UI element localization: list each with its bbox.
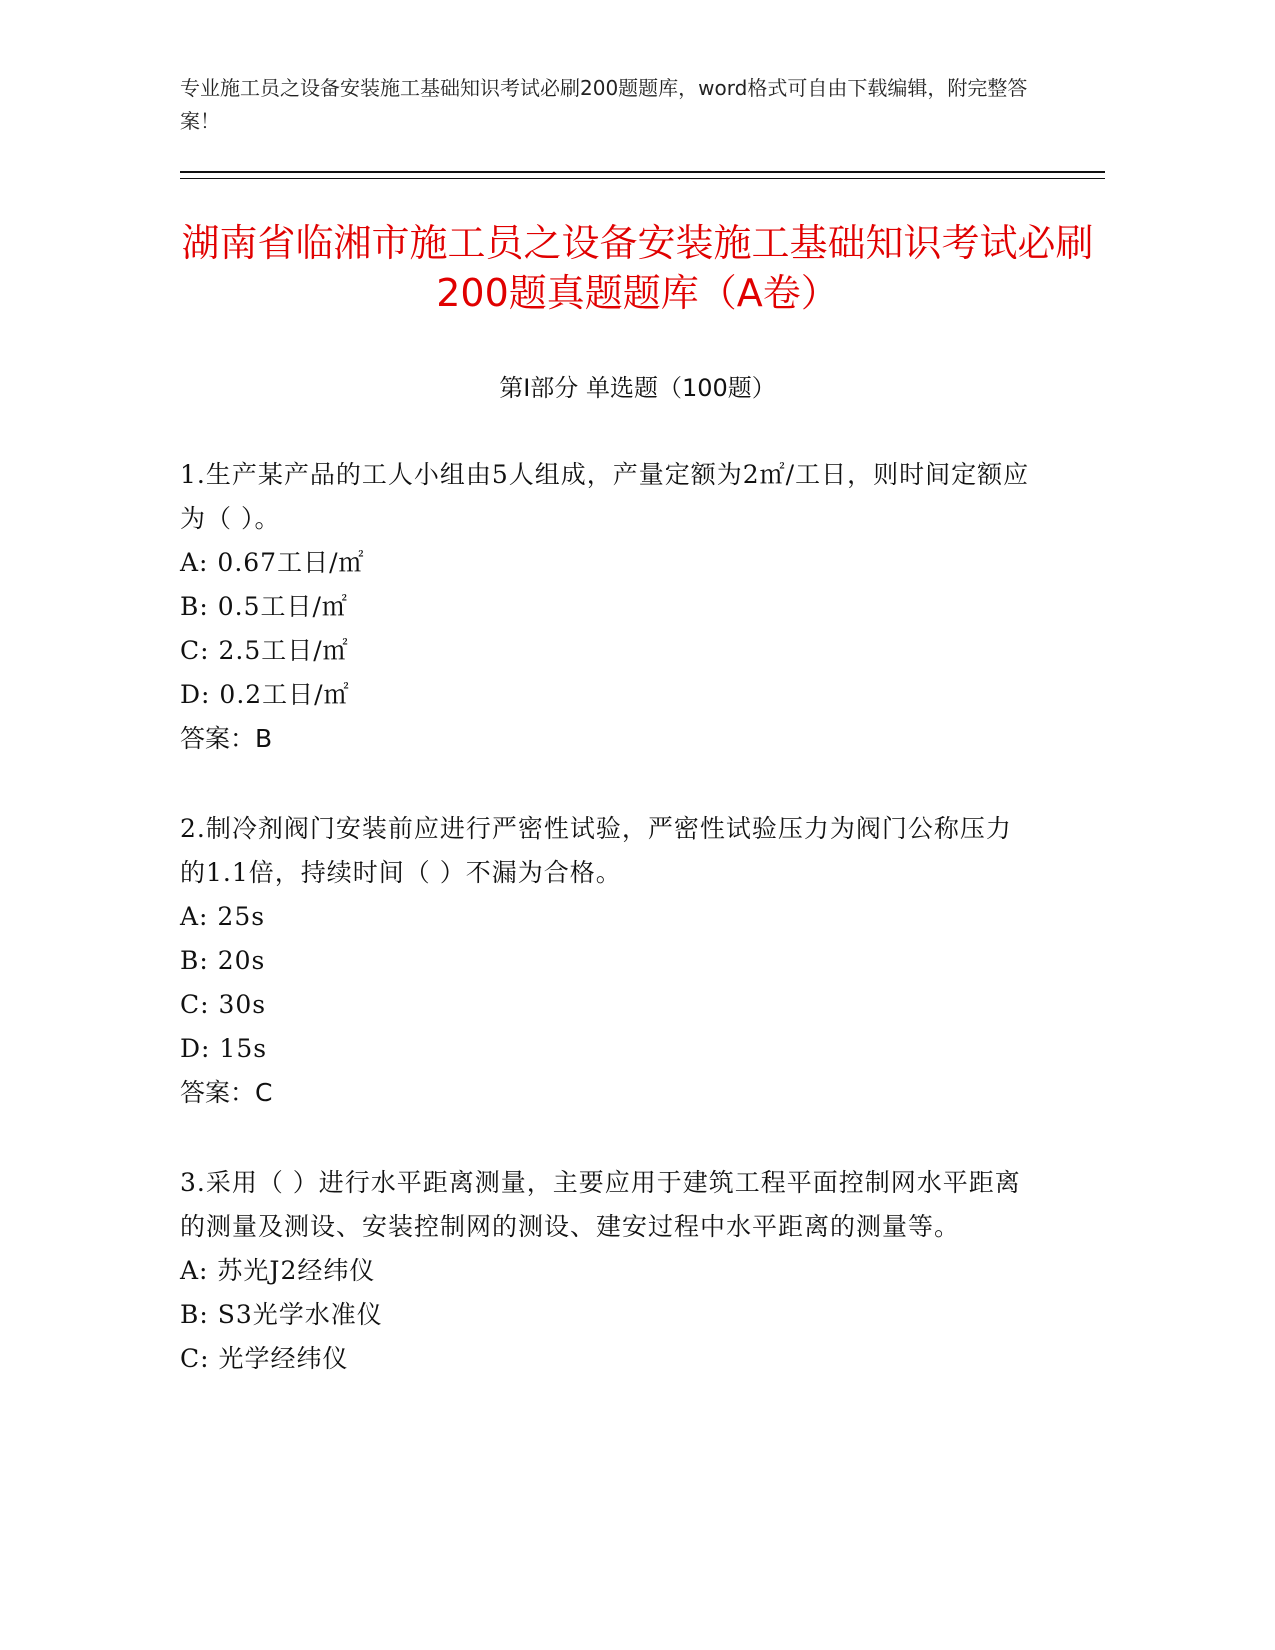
document-title: 湖南省临湘市施工员之设备安装施工基础知识考试必刷200题真题题库（A卷） (181, 221, 1094, 315)
question-1 (180, 453, 1030, 761)
question-stem: 3.采用（ ）进行水平距离测量，主要应用于建筑工程平面控制网水平距离的测量及测设、安装控制网的测设、建安过程中水平距离的测量等。 (180, 1168, 1021, 1241)
answer: 答案：C (180, 1078, 273, 1107)
option-a: A: 0.67工日/㎡ (180, 548, 365, 577)
header-note: 专业施工员之设备安装施工基础知识考试必刷200题题库，word格式可自由下载编辑，附完整答案！ (180, 76, 1028, 133)
header-divider-thick (180, 171, 1105, 173)
option-b: B: 0.5工日/㎡ (180, 592, 348, 621)
question-2 (180, 807, 1030, 1115)
header-divider-thin (180, 178, 1105, 179)
question-list (180, 453, 1030, 1427)
option-b: B: S3光学水准仪 (180, 1300, 383, 1329)
option-c: C: 光学经纬仪 (180, 1344, 349, 1373)
option-b: B: 20s (180, 946, 266, 975)
question-3 (180, 1161, 1030, 1381)
option-d: D: 0.2工日/㎡ (180, 680, 350, 709)
section-title: 第Ⅰ部分 单选题（100题） (499, 374, 776, 402)
option-a: A: 苏光J2经纬仪 (180, 1256, 376, 1285)
question-stem: 1.生产某产品的工人小组由5人组成，产量定额为2㎡/工日，则时间定额应为（ ）。 (180, 460, 1030, 533)
option-d: D: 15s (180, 1034, 268, 1063)
option-c: C: 30s (180, 990, 267, 1019)
option-c: C: 2.5工日/㎡ (180, 636, 349, 665)
answer: 答案：B (180, 724, 273, 753)
option-a: A: 25s (180, 902, 266, 931)
question-stem: 2.制冷剂阀门安装前应进行严密性试验，严密性试验压力为阀门公称压力的1.1倍，持续时间（ ）不漏为合格。 (180, 814, 1012, 887)
